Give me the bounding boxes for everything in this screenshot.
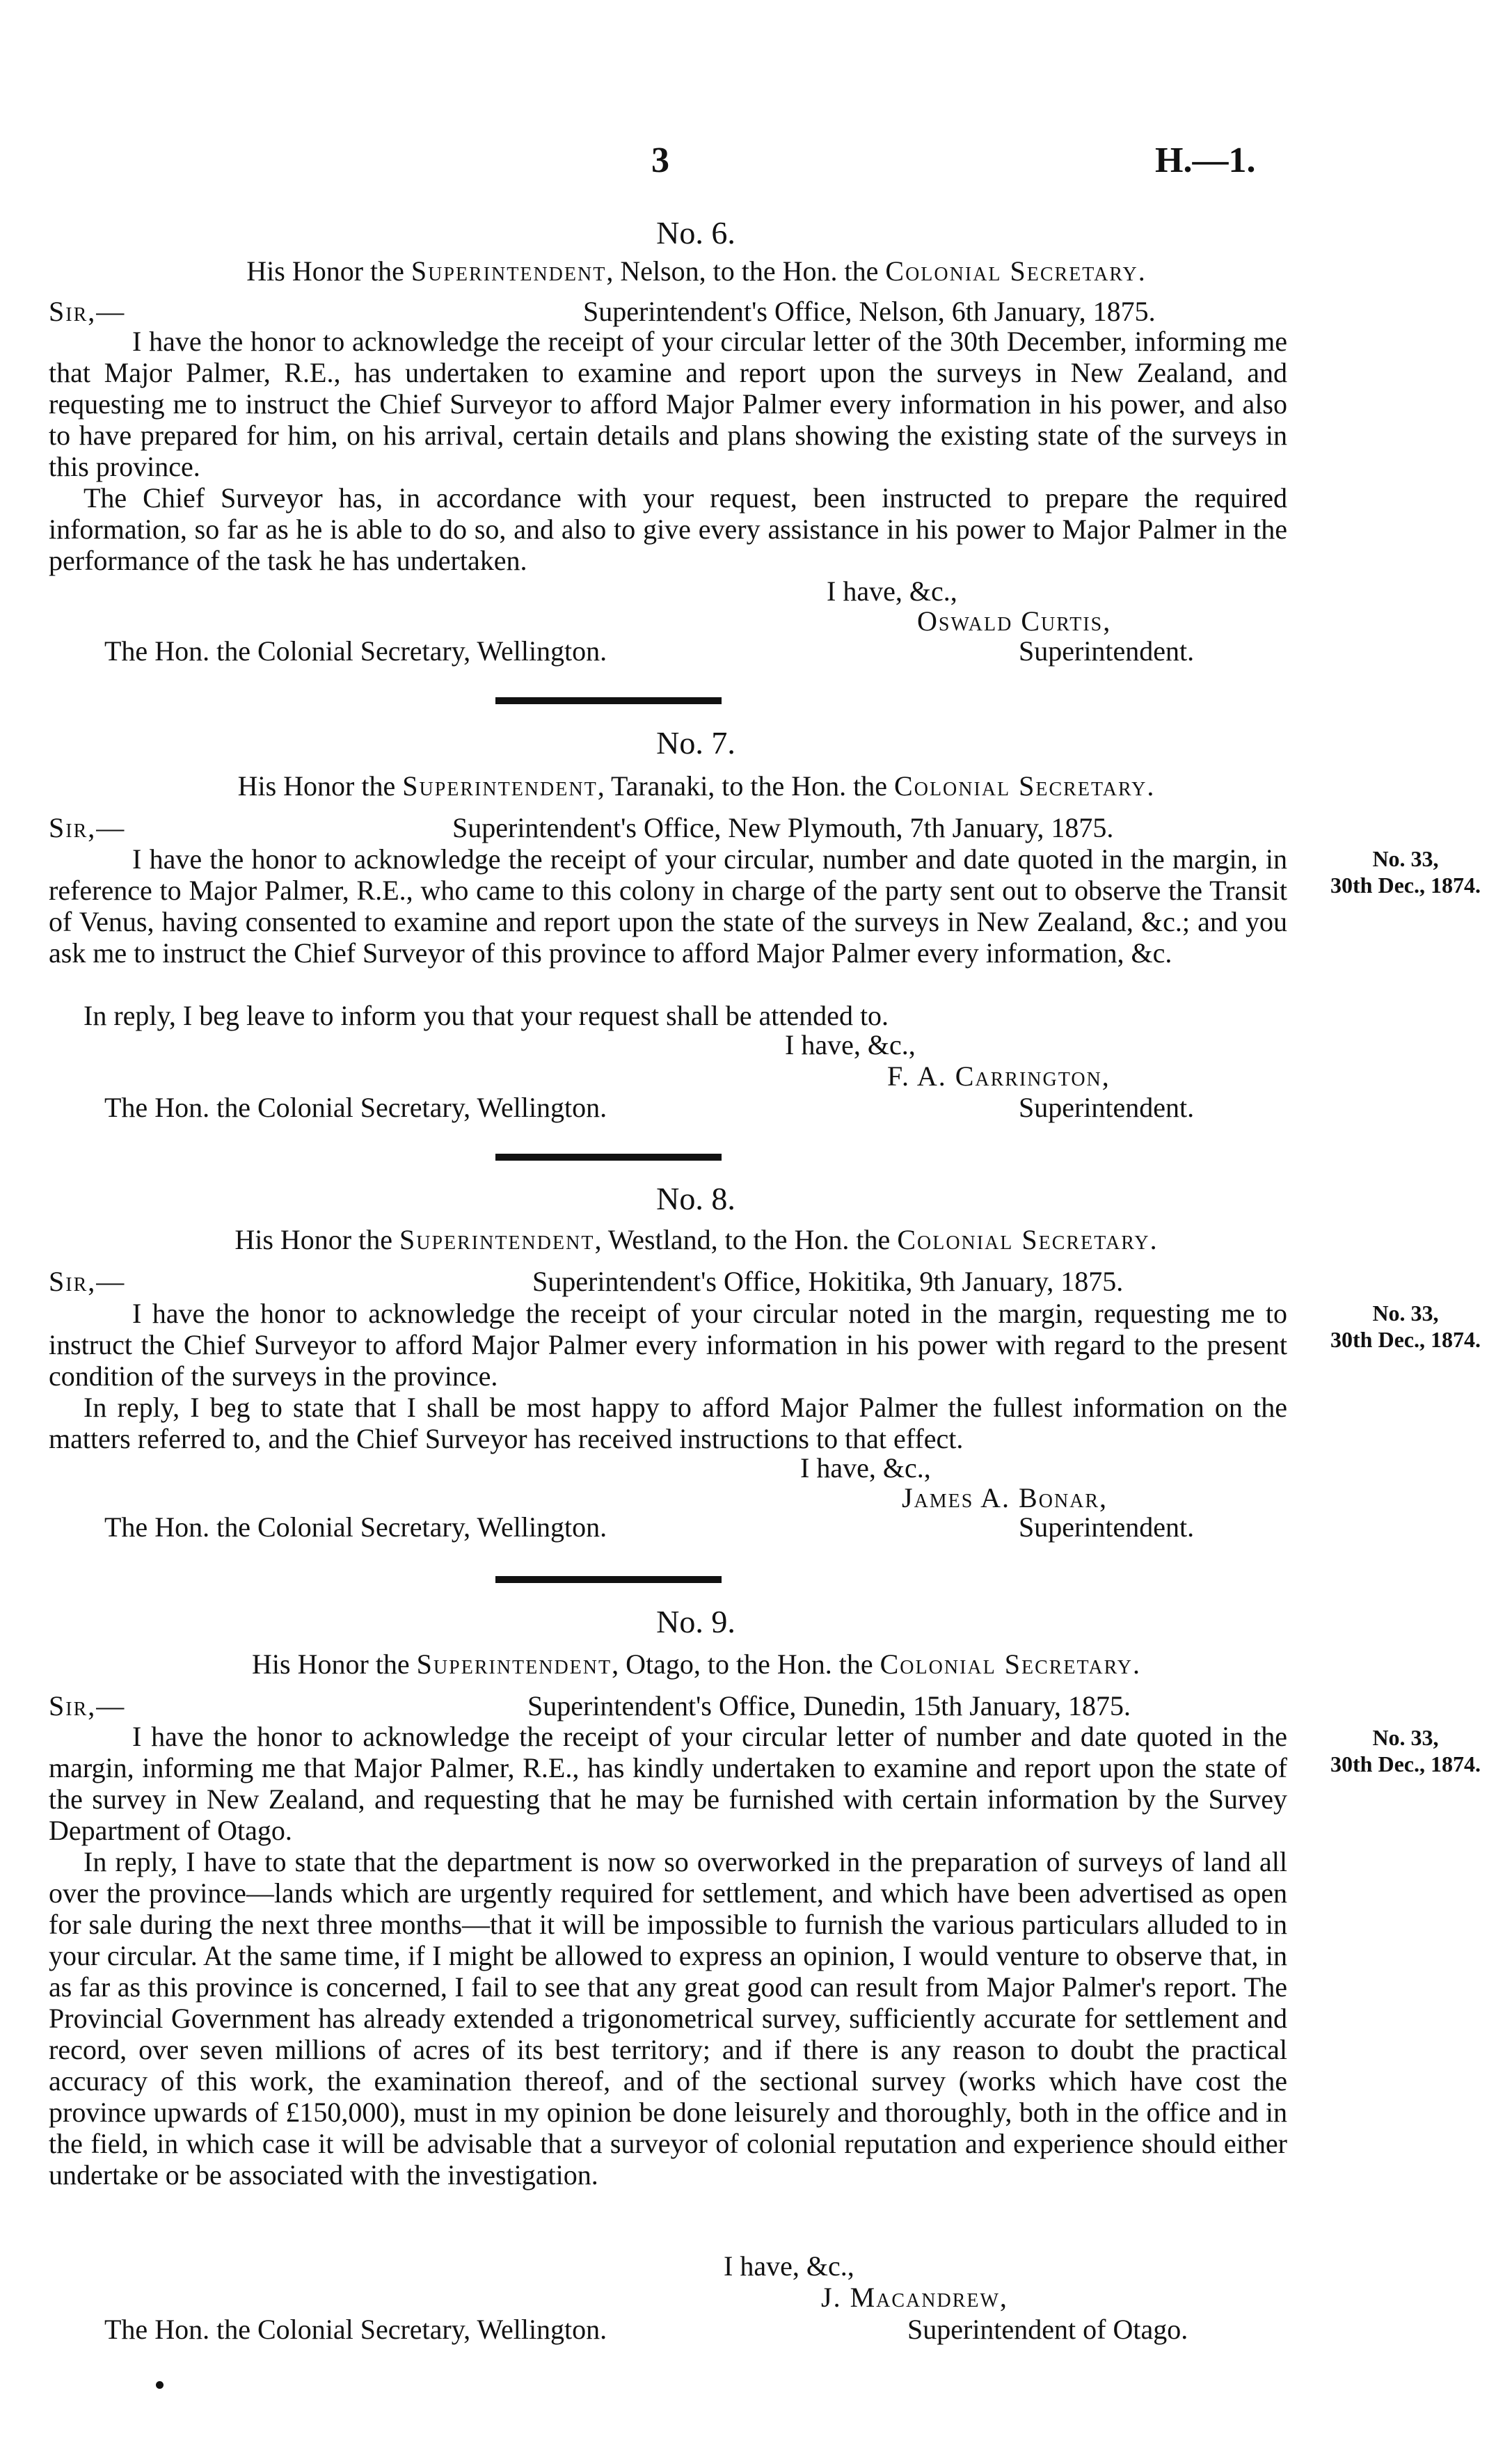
signature: F. A. Carrington, xyxy=(887,1060,1111,1092)
letter-address: Superintendent's Office, Nelson, 6th January, 1875. xyxy=(583,296,1156,327)
letter-route: His Honor the Superintendent, Otago, to the Hon. the Colonial Secretary. xyxy=(252,1648,1140,1680)
closing: I have, &c., xyxy=(785,1029,916,1060)
letter-paragraph: I have the honor to acknowledge the receipt of your circular letter of number and date quoted in the margin, informing me that Major Palmer, R.E., has kindly undertaken to examine and report upon the state of the survey in New Zealand, and requesting that he may be furnished with certain information by the Survey Department of Otago. xyxy=(49,1721,1287,1846)
ink-spot xyxy=(156,2381,164,2389)
addressee: The Hon. the Colonial Secretary, Wellington. xyxy=(104,1511,607,1543)
section-divider xyxy=(495,1576,722,1583)
salutation: Sir,— xyxy=(49,812,126,843)
addressee: The Hon. the Colonial Secretary, Wellington. xyxy=(104,2314,607,2345)
letter-title: No. 9. xyxy=(656,1604,735,1639)
signature: James A. Bonar, xyxy=(902,1482,1108,1513)
letter-route: His Honor the Superintendent, Taranaki, to the Hon. the Colonial Secretary. xyxy=(237,770,1154,802)
letter-title: No. 6. xyxy=(656,215,735,251)
letter-paragraph: I have the honor to acknowledge the receipt of your circular, number and date quoted in the margin, in reference to Major Palmer, R.E., who came to this colony in charge of the party sent out to observe the Transit of Venus, having consented to examine and report upon the state of the surveys in New Zealand, &c.; and you ask me to instruct the Chief Surveyor of this province to afford Major Palmer every information, &c. xyxy=(49,843,1287,969)
section-divider xyxy=(495,1154,722,1161)
signatory-title: Superintendent. xyxy=(1019,635,1195,667)
letter-paragraph: In reply, I beg to state that I shall be most happy to afford Major Palmer the fullest information on the matters referred to, and the Chief Surveyor has received instructions to that effect. xyxy=(49,1392,1287,1454)
paper-code: H.—1. xyxy=(1155,141,1256,180)
salutation: Sir,— xyxy=(49,296,126,327)
closing: I have, &c., xyxy=(827,575,957,607)
signature: J. Macandrew, xyxy=(821,2282,1008,2313)
page-number: 3 xyxy=(651,141,669,180)
salutation: Sir,— xyxy=(49,1266,126,1297)
salutation: Sir,— xyxy=(49,1690,126,1722)
letter-address: Superintendent's Office, Hokitika, 9th January, 1875. xyxy=(532,1266,1124,1297)
letter-address: Superintendent's Office, Dunedin, 15th January, 1875. xyxy=(527,1690,1131,1722)
margin-note: No. 33, 30th Dec., 1874. xyxy=(1330,1301,1481,1352)
margin-note: No. 33, 30th Dec., 1874. xyxy=(1330,1725,1481,1776)
letter-title: No. 7. xyxy=(656,725,735,761)
addressee: The Hon. the Colonial Secretary, Wellington. xyxy=(104,635,607,667)
letter-paragraph: In reply, I beg leave to inform you that your request shall be attended to. xyxy=(83,1000,889,1031)
addressee: The Hon. the Colonial Secretary, Wellington. xyxy=(104,1092,607,1123)
closing: I have, &c., xyxy=(800,1452,931,1484)
letter-paragraph: The Chief Surveyor has, in accordance with your request, been instructed to prepare the required information, so far as he is able to do so, and also to give every assistance in his power to Major Palmer in the performance of the task he has undertaken. xyxy=(49,482,1287,576)
signature: Oswald Curtis, xyxy=(917,605,1112,637)
signatory-title: Superintendent. xyxy=(1019,1511,1195,1543)
margin-note: No. 33, 30th Dec., 1874. xyxy=(1330,846,1481,898)
letter-route: His Honor the Superintendent, Nelson, to the Hon. the Colonial Secretary. xyxy=(246,255,1145,287)
signatory-title: Superintendent of Otago. xyxy=(907,2314,1188,2345)
letter-route: His Honor the Superintendent, Westland, to the Hon. the Colonial Secretary. xyxy=(234,1224,1157,1255)
signatory-title: Superintendent. xyxy=(1019,1092,1195,1123)
letter-paragraph: In reply, I have to state that the department is now so overworked in the preparation of surveys of land all over the province—lands which are urgently required for settlement, and which have been advertised as open for sale during the next three months—that it will be impossible to furnish the various particulars alluded to in your circular. At the same time, if I might be allowed to express an opinion, I would venture to observe that, in as far as this province is concerned, I fail to see that any great good can result from Major Palmer's report. The Provincial Government has already extended a trigonometrical survey, sufficiently accurate for settlement and record, over seven millions of acres of its best territory; and if there is any reason to doubt the practical accuracy of this work, the examination thereof, and of the sectional survey (works which have cost the province upwards of £150,000), must in my opinion be done leisurely and thoroughly, both in the office and in the field, in which case it will be advisable that a surveyor of colonial reputation and experience should either undertake or be associated with the investigation. xyxy=(49,1846,1287,2190)
section-divider xyxy=(495,697,722,704)
letter-paragraph: I have the honor to acknowledge the receipt of your circular noted in the margin, requesting me to instruct the Chief Surveyor to afford Major Palmer every information in his power with regard to the present condition of the surveys in the province. xyxy=(49,1298,1287,1392)
letter-address: Superintendent's Office, New Plymouth, 7th January, 1875. xyxy=(452,812,1114,843)
letter-paragraph: I have the honor to acknowledge the receipt of your circular letter of the 30th December, informing me that Major Palmer, R.E., has undertaken to examine and report upon the surveys in New Zealand, and requesting me to instruct the Chief Surveyor to afford Major Palmer every information in his power, and also to have prepared for him, on his arrival, certain details and plans showing the existing state of the surveys in this province. xyxy=(49,326,1287,482)
closing: I have, &c., xyxy=(724,2250,854,2282)
letter-title: No. 8. xyxy=(656,1181,735,1216)
